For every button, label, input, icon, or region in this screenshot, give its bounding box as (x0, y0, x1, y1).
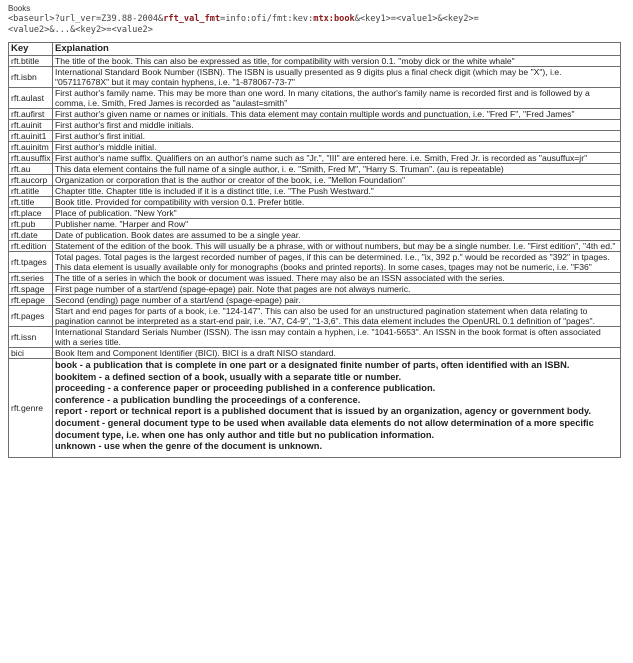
row-explanation: Publisher name. "Harper and Row" (53, 219, 621, 230)
url-syntax (8, 14, 625, 36)
row-key: rft.genre (9, 359, 53, 458)
table-row (9, 175, 621, 186)
row-key: bici (9, 348, 53, 359)
row-key: rft.spage (9, 284, 53, 295)
row-explanation: International Standard Book Number (ISBN). The ISBN is usually presented as 9 digits plus a final check digit (which may be "X"), i.e. "057117678X" but it may contain hyphens, i.e. "1-878067-73-7" (53, 67, 621, 88)
syntax-part: =info:ofi/fmt:kev: (220, 14, 314, 24)
table-row (9, 273, 621, 284)
table-row (9, 164, 621, 175)
table-row (9, 88, 621, 109)
table-row-genre (9, 359, 621, 458)
column-header-explanation: Explanation (53, 43, 621, 56)
row-key: rft.tpages (9, 252, 53, 273)
table-row (9, 219, 621, 230)
row-key: rft.pub (9, 219, 53, 230)
table-row (9, 67, 621, 88)
row-key: rft.edition (9, 241, 53, 252)
row-explanation: Chapter title. Chapter title is included if it is a distinct title, i.e. "The Push Westward." (53, 186, 621, 197)
row-explanation: International Standard Serials Number (ISSN). The issn may contain a hyphen, i.e. "1041-5653". An ISSN in the book format is often associated with a series title. (53, 327, 621, 348)
table-row (9, 109, 621, 120)
row-explanation: First author's family name. This may be more than one word. In many citations, the author's family name is recorded first and is followed by a comma, i.e. Smith, Fred James is recorded as "aulast=smith" (53, 88, 621, 109)
syntax-part: <baseurl>?url_ver=Z39.88-2004& (8, 14, 164, 24)
table-row (9, 131, 621, 142)
row-explanation: Second (ending) page number of a start/end (spage-epage) pair. (53, 295, 621, 306)
row-key: rft.date (9, 230, 53, 241)
row-explanation: Statement of the edition of the book. This will usually be a phrase, with or without numbers, but may be a single number. I.e. "First edition", "4th ed." (53, 241, 621, 252)
table-row (9, 120, 621, 131)
syntax-line-2: <value2>&...&<key2>=<value2> (8, 25, 153, 35)
row-key: rft.auinit (9, 120, 53, 131)
row-key: rft.btitle (9, 56, 53, 67)
genre-item: conference - a publication bundling the proceedings of a conference. (55, 394, 361, 405)
row-key: rft.au (9, 164, 53, 175)
book-keys-table (8, 42, 621, 458)
row-explanation: First author's middle initial. (53, 142, 621, 153)
row-key: rft.aucorp (9, 175, 53, 186)
row-explanation: First author's first initial. (53, 131, 621, 142)
table-row (9, 56, 621, 67)
table-row (9, 284, 621, 295)
section-heading: Books (8, 4, 31, 13)
row-explanation: First author's first and middle initials. (53, 120, 621, 131)
genre-item: unknown - use when the genre of the document is unknown. (55, 441, 323, 452)
row-explanation: Date of publication. Book dates are assumed to be a single year. (53, 230, 621, 241)
genre-item: document - general document type to be used when available data elements do not allow determination of a more specific document type, i.e. when one has only author and title but no publication information. (55, 417, 594, 440)
row-explanation: Place of publication. "New York" (53, 208, 621, 219)
table-row (9, 186, 621, 197)
row-key: rft.atitle (9, 186, 53, 197)
genre-item: proceeding - a conference paper or proceeding published in a conference publication. (55, 383, 436, 394)
row-explanation: First author's given name or names or initials. This data element may contain multiple words and punctuation, i.e. "Fred F", "Fred James" (53, 109, 621, 120)
row-key: rft.place (9, 208, 53, 219)
genre-list (53, 359, 621, 458)
row-key: rft.aulast (9, 88, 53, 109)
genre-item: book - a publication that is complete in one part or a designated finite number of parts, often identified with an ISBN. (55, 360, 570, 370)
syntax-highlight-rft-val-fmt: rft_val_fmt (163, 14, 221, 24)
genre-item: bookitem - a defined section of a book, usually with a separate title or number. (55, 371, 402, 382)
syntax-part: &<key1>=<value1>&<key2>= (354, 14, 479, 24)
row-key: rft.epage (9, 295, 53, 306)
table-row (9, 252, 621, 273)
row-key: rft.issn (9, 327, 53, 348)
row-explanation: The title of the book. This can also be expressed as title, for compatibility with version 0.1. "moby dick or the white whale" (53, 56, 621, 67)
genre-item: report - report or technical report is a published document that is issued by an organization, agency or government body. (55, 406, 592, 417)
row-explanation: This data element contains the full name of a single author, i. e. "Smith, Fred M", "Harry S. Truman". (au is repeatable) (53, 164, 621, 175)
row-key: rft.isbn (9, 67, 53, 88)
row-explanation: Book Item and Component Identifier (BICI). BICI is a draft NISO standard. (53, 348, 621, 359)
table-row (9, 327, 621, 348)
table-row (9, 142, 621, 153)
table-row (9, 241, 621, 252)
row-key: rft.pages (9, 306, 53, 327)
table-row (9, 230, 621, 241)
row-explanation: The title of a series in which the book or document was issued. There may also be an ISSN associated with the series. (53, 273, 621, 284)
row-explanation: First page number of a start/end (spage-epage) pair. Note that pages are not always numeric. (53, 284, 621, 295)
table-row (9, 153, 621, 164)
row-explanation: Book title. Provided for compatibility with version 0.1. Prefer btitle. (53, 197, 621, 208)
table-header-row (9, 43, 621, 56)
table-row (9, 295, 621, 306)
row-key: rft.auinit1 (9, 131, 53, 142)
row-key: rft.series (9, 273, 53, 284)
row-key: rft.auinitm (9, 142, 53, 153)
row-key: rft.title (9, 197, 53, 208)
table-row (9, 208, 621, 219)
row-explanation: Start and end pages for parts of a book, i.e. "124-147". This can also be used for an unstructured pagination statement when data relating to pagination cannot be interpreted as a start-end pair, i.e. "A7, C4-9", "1-3,6". This data element includes the OpenURL 0.1 definition of "pages". (53, 306, 621, 327)
row-key: rft.aufirst (9, 109, 53, 120)
row-explanation: First author's name suffix. Qualifiers on an author's name such as "Jr.", "III" are entered here. i.e. Smith, Fred Jr. is recorded as "ausuffux=jr" (53, 153, 621, 164)
table-row (9, 306, 621, 327)
row-key: rft.ausuffix (9, 153, 53, 164)
row-explanation: Total pages. Total pages is the largest recorded number of pages, if this can be determined. I.e., "ix, 392 p." would be recorded as "392" in tpages. This data element is usually available only for monographs (books and printed reports). In some cases, tpages may not be numeric, i.e. "F36" (53, 252, 621, 273)
table-row (9, 197, 621, 208)
table-row (9, 348, 621, 359)
syntax-highlight-mtx-book: mtx:book (313, 14, 355, 24)
row-explanation: Organization or corporation that is the author or creator of the book, i.e. "Mellon Foundation" (53, 175, 621, 186)
column-header-key: Key (9, 43, 53, 56)
